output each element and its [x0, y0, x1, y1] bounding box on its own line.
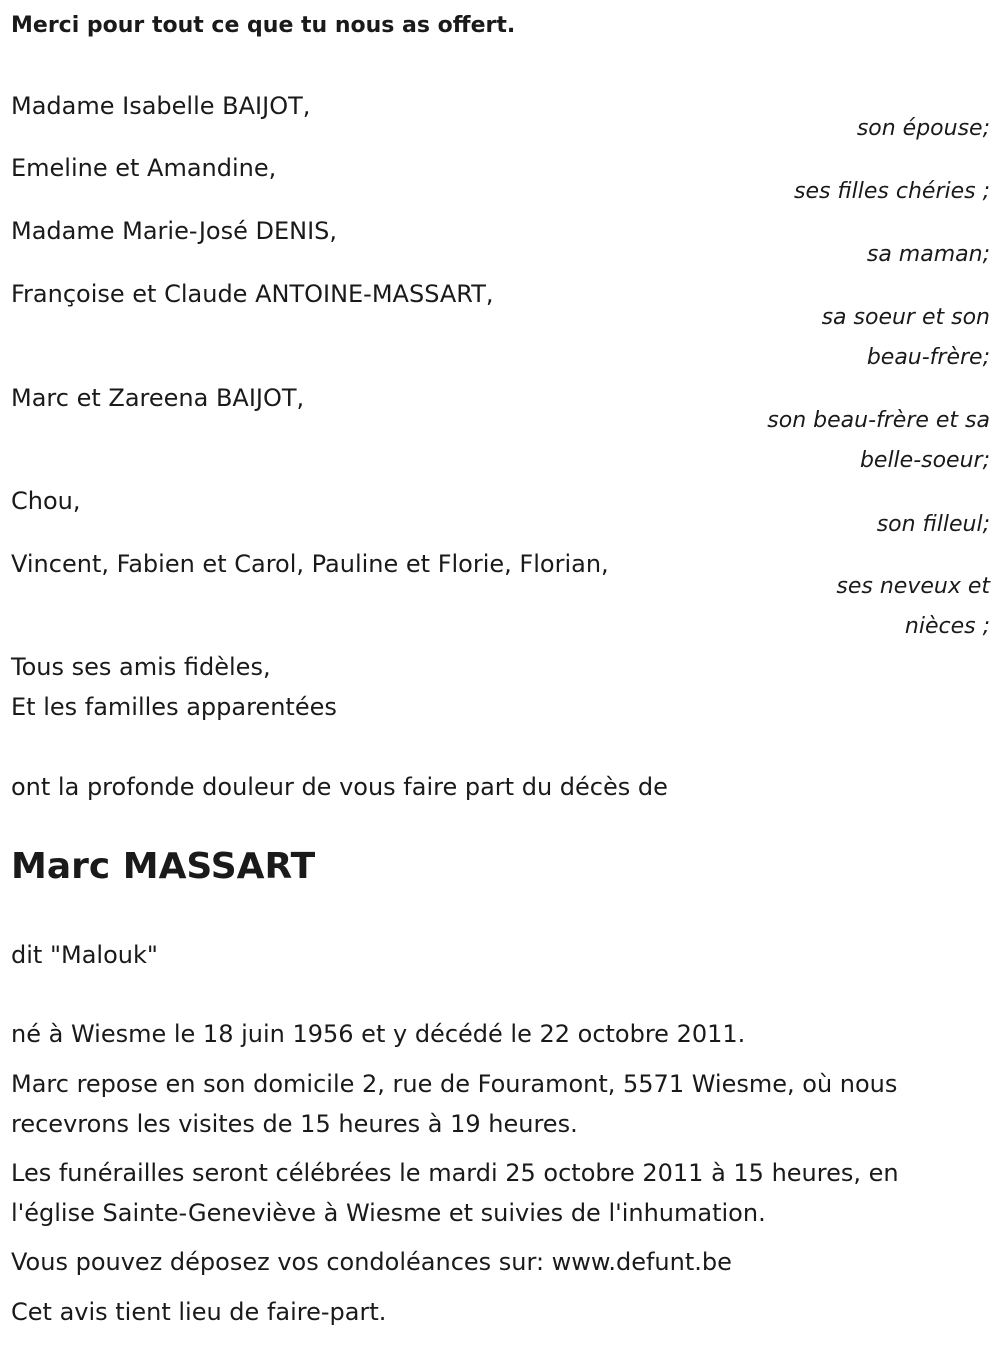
families-line: Et les familles apparentées — [11, 693, 337, 721]
repose-info: Marc repose en son domicile 2, rue de Fouramont, 5571 Wiesme, où nous — [11, 1070, 898, 1098]
family-member-relation: son filleul; — [876, 512, 990, 537]
friends-line: Tous ses amis fidèles, — [11, 653, 271, 681]
family-member-name: Vincent, Fabien et Carol, Pauline et Florie, Florian, — [11, 550, 609, 578]
family-member-name: Madame Marie-José DENIS, — [11, 217, 338, 245]
announcement-text: ont la profonde douleur de vous faire part du décès de — [11, 773, 668, 801]
family-member-relation: belle-soeur; — [859, 448, 990, 473]
family-member-relation: beau-frère; — [866, 345, 990, 370]
family-member-relation: son beau-frère et sa — [767, 408, 990, 433]
funeral-info: Les funérailles seront célébrées le mardi 25 octobre 2011 à 15 heures, en — [11, 1159, 899, 1187]
family-member-name: Françoise et Claude ANTOINE-MASSART, — [11, 280, 494, 308]
funeral-info: l'église Sainte-Geneviève à Wiesme et suivies de l'inhumation. — [11, 1199, 766, 1227]
deceased-name: Marc MASSART — [11, 846, 316, 887]
family-member-relation: sa soeur et son — [821, 305, 990, 330]
nickname: dit "Malouk" — [11, 941, 158, 969]
family-member-relation: ses neveux et — [836, 574, 990, 599]
thank-you-heading: Merci pour tout ce que tu nous as offert. — [11, 13, 516, 38]
repose-info: recevrons les visites de 15 heures à 19 heures. — [11, 1110, 578, 1138]
family-member-relation: sa maman; — [866, 242, 990, 267]
condolences-info: Vous pouvez déposez vos condoléances sur: www.defunt.be — [11, 1248, 732, 1276]
family-member-name: Chou, — [11, 487, 81, 515]
family-member-name: Emeline et Amandine, — [11, 154, 277, 182]
family-member-relation: ses filles chéries ; — [793, 179, 990, 204]
family-member-name: Marc et Zareena BAIJOT, — [11, 384, 305, 412]
birth-death-info: né à Wiesme le 18 juin 1956 et y décédé le 22 octobre 2011. — [11, 1020, 746, 1048]
notice-line: Cet avis tient lieu de faire-part. — [11, 1298, 387, 1326]
family-member-relation: son épouse; — [856, 116, 990, 141]
family-member-name: Madame Isabelle BAIJOT, — [11, 92, 311, 120]
family-member-relation: nièces ; — [904, 614, 990, 639]
